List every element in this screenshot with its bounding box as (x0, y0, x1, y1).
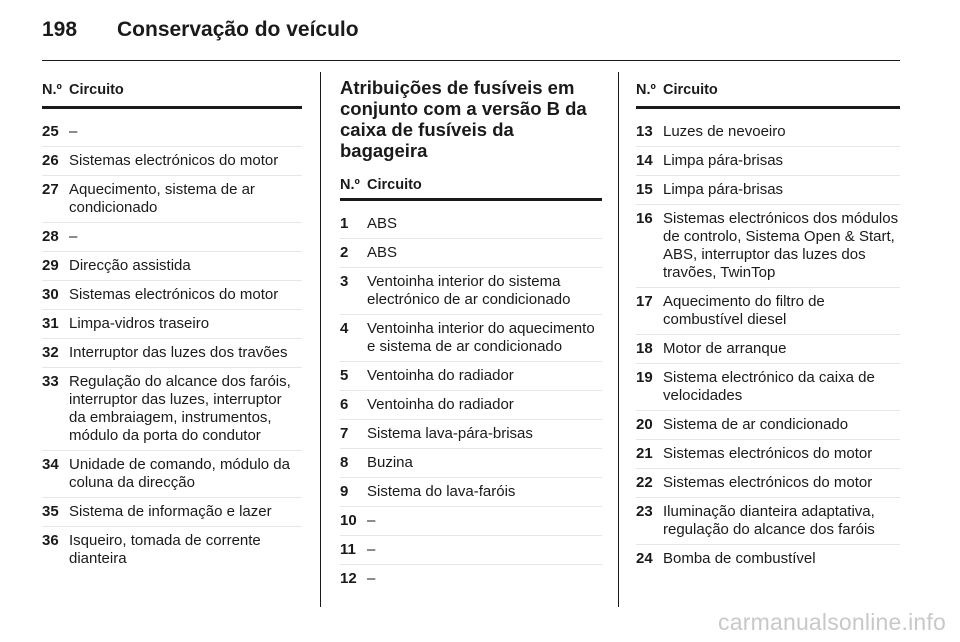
table-row (636, 440, 900, 469)
fuse-number: 30 (42, 286, 59, 303)
table-row (636, 411, 900, 440)
fuse-number: 22 (636, 474, 653, 491)
table-row (42, 147, 302, 176)
fuse-circuit: Sistema de ar condicionado (663, 416, 849, 433)
table-header (42, 74, 302, 109)
fuse-number: 21 (636, 445, 653, 462)
fuse-circuit: Aquecimento do filtro de combustível diesel (663, 293, 825, 328)
table-row (636, 335, 900, 364)
fuse-number: 5 (340, 367, 349, 384)
fuse-circuit: Sistema lava-pára-brisas (367, 425, 533, 442)
header-rule (42, 60, 900, 61)
fuse-circuit: – (367, 512, 376, 529)
table-row (42, 451, 302, 498)
column-divider (320, 72, 321, 607)
table-row (636, 469, 900, 498)
table-row (42, 252, 302, 281)
fuse-number: 27 (42, 181, 59, 198)
page-number: 198 (42, 18, 78, 41)
fuse-circuit: Limpa pára-brisas (663, 152, 784, 169)
fuse-circuit: – (69, 123, 78, 140)
fuse-number: 23 (636, 503, 653, 520)
fuse-circuit: Sistemas electrónicos do motor (663, 474, 873, 491)
table-row (636, 118, 900, 147)
fuse-number: 17 (636, 293, 653, 310)
table-header (340, 171, 602, 201)
fuse-circuit: Ventoinha interior do sistema electrónico de ar condicionado (367, 273, 571, 308)
fuse-circuit: Buzina (367, 454, 413, 471)
fuse-circuit: Interruptor das luzes dos travões (69, 344, 288, 361)
fuse-number: 4 (340, 320, 349, 337)
fuse-number: 34 (42, 456, 59, 473)
fuse-circuit: Limpa-vidros traseiro (69, 315, 210, 332)
fuse-table-column-1 (42, 72, 302, 573)
table-row (340, 565, 602, 593)
fuse-circuit: Sistemas electrónicos do motor (663, 445, 873, 462)
fuse-number: 14 (636, 152, 653, 169)
fuse-circuit: Ventoinha do radiador (367, 367, 514, 384)
table-row (340, 362, 602, 391)
fuse-number: 26 (42, 152, 59, 169)
fuse-number: 35 (42, 503, 59, 520)
table-row (636, 498, 900, 545)
table-row (636, 205, 900, 288)
column-divider (618, 72, 619, 607)
fuse-number: 25 (42, 123, 59, 140)
fuse-number: 16 (636, 210, 653, 227)
fuse-circuit: Sistemas electrónicos do motor (69, 286, 279, 303)
fuse-circuit: Iluminação dianteira adaptativa, regulação do alcance dos faróis (663, 503, 875, 538)
fuse-circuit: Sistema electrónico da caixa de velocidades (663, 369, 875, 404)
fuse-circuit: Luzes de nevoeiro (663, 123, 786, 140)
fuse-circuit: Sistemas electrónicos do motor (69, 152, 279, 169)
watermark: carmanualsonline.info (718, 609, 946, 635)
table-row (42, 339, 302, 368)
fuse-number: 36 (42, 532, 59, 549)
fuse-circuit: Sistema de informação e lazer (69, 503, 272, 520)
table-row (42, 281, 302, 310)
fuse-circuit: Sistema do lava-faróis (367, 483, 516, 500)
fuse-circuit: – (69, 228, 78, 245)
table-row (42, 118, 302, 147)
fuse-list (340, 210, 602, 593)
fuse-circuit: Unidade de comando, módulo da coluna da direcção (69, 456, 290, 491)
fuse-number: 20 (636, 416, 653, 433)
table-row (340, 239, 602, 268)
fuse-number: 12 (340, 570, 357, 587)
header-circuit: Circuito (69, 82, 124, 98)
table-row (636, 364, 900, 411)
page-header (42, 10, 902, 50)
fuse-circuit: Limpa pára-brisas (663, 181, 784, 198)
fuse-number: 28 (42, 228, 59, 245)
table-row (636, 147, 900, 176)
fuse-number: 29 (42, 257, 59, 274)
table-row (636, 545, 900, 573)
header-circuit: Circuito (367, 176, 422, 193)
fuse-list (636, 118, 900, 573)
table-row (340, 536, 602, 565)
table-row (42, 310, 302, 339)
fuse-circuit: Aquecimento, sistema de ar condicionado (69, 181, 255, 216)
fuse-number: 15 (636, 181, 653, 198)
fuse-circuit: Regulação do alcance dos faróis, interruptor das luzes, interruptor da embraiagem, instrumentos, módulo da porta do condutor (69, 373, 291, 444)
table-row (42, 223, 302, 252)
fuse-number: 1 (340, 215, 349, 232)
fuse-circuit: – (367, 541, 376, 558)
fuse-circuit: Bomba de combustível (663, 550, 816, 567)
fuse-number: 9 (340, 483, 349, 500)
table-row (340, 210, 602, 239)
fuse-number: 33 (42, 373, 59, 390)
header-number: N.º (636, 82, 656, 98)
page-title: Conservação do veículo (117, 18, 359, 41)
fuse-number: 8 (340, 454, 349, 471)
fuse-number: 11 (340, 541, 356, 558)
table-row (340, 391, 602, 420)
section-title: Atribuições de fusíveis em conjunto com a versão B da caixa de fusíveis da bagageira (340, 77, 587, 161)
fuse-circuit: ABS (367, 244, 398, 261)
fuse-number: 6 (340, 396, 349, 413)
fuse-number: 18 (636, 340, 653, 357)
fuse-circuit: Ventoinha interior do aquecimento e sistema de ar condicionado (367, 320, 595, 355)
table-row (340, 449, 602, 478)
fuse-number: 2 (340, 244, 349, 261)
fuse-number: 13 (636, 123, 653, 140)
table-row (42, 498, 302, 527)
fuse-number: 24 (636, 550, 653, 567)
table-row (636, 176, 900, 205)
table-header (636, 74, 900, 109)
fuse-table-column-2 (340, 72, 602, 593)
header-number: N.º (42, 82, 62, 98)
fuse-circuit: Isqueiro, tomada de corrente dianteira (69, 532, 261, 567)
fuse-circuit: Motor de arranque (663, 340, 787, 357)
fuse-list (42, 118, 302, 573)
fuse-number: 32 (42, 344, 59, 361)
header-circuit: Circuito (663, 82, 718, 98)
table-row (340, 478, 602, 507)
fuse-number: 10 (340, 512, 357, 529)
fuse-number: 7 (340, 425, 349, 442)
fuse-number: 3 (340, 273, 349, 290)
fuse-circuit: Sistemas electrónicos dos módulos de controlo, Sistema Open & Start, ABS, interruptor das luzes dos travões, TwinTop (663, 210, 899, 281)
fuse-circuit: Direcção assistida (69, 257, 191, 274)
fuse-table-column-3 (636, 72, 900, 573)
fuse-circuit: – (367, 570, 376, 587)
table-row (340, 268, 602, 315)
header-number: N.º (340, 176, 360, 193)
table-row (42, 176, 302, 223)
table-row (636, 288, 900, 335)
table-row (42, 527, 302, 573)
fuse-number: 19 (636, 369, 653, 386)
table-row (340, 507, 602, 536)
fuse-circuit: Ventoinha do radiador (367, 396, 514, 413)
fuse-number: 31 (42, 315, 59, 332)
table-row (340, 420, 602, 449)
table-row (42, 368, 302, 451)
table-row (340, 315, 602, 362)
fuse-circuit: ABS (367, 215, 398, 232)
